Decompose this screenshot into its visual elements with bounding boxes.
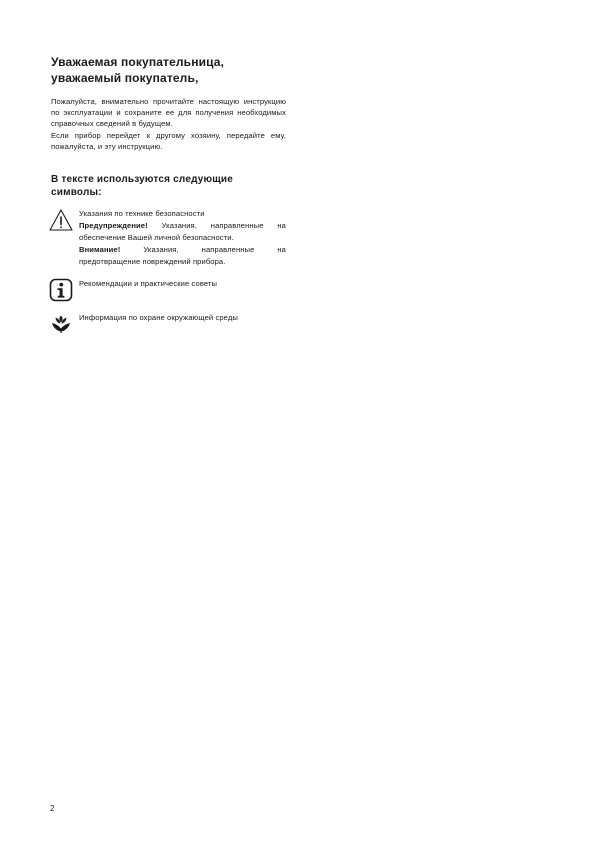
attention-note (79, 244, 286, 268)
attention-label: Внимание! (79, 245, 121, 254)
symbols-section-title (51, 173, 291, 199)
greeting-heading (51, 54, 301, 86)
environment-text: Информация по охране окружающей среды (79, 313, 238, 322)
warning-symbol-text (79, 208, 286, 268)
info-icon (49, 278, 73, 302)
intro-paragraph-2: Если прибор перейдет к другому хозяину, передайте ему, пожалуйста, и эту инструкцию. (51, 130, 286, 151)
symbol-row-info (49, 278, 289, 302)
greeting-line-1: Уважаемая покупательница, (51, 55, 225, 69)
warning-triangle-icon (49, 208, 73, 232)
symbol-row-warning (49, 208, 289, 272)
greeting-line-2: уважаемый покупатель, (51, 71, 199, 85)
environment-flower-icon (49, 312, 73, 336)
symbols-title-line-1: В тексте используются следующие (51, 174, 234, 185)
warning-heading: Указания по технике безопасности (79, 209, 205, 218)
symbols-title-line-2: символы: (51, 187, 102, 198)
page-number: 2 (50, 804, 55, 813)
caution-label: Предупреждение! (79, 221, 148, 230)
caution-text: Указания, направленные на обеспечение Вашей личной безопасности. (79, 221, 286, 242)
attention-text: Указания, направленные на предотвращение повреждений прибора. (79, 245, 286, 266)
info-text: Рекомендации и практические советы (79, 279, 218, 288)
info-symbol-text (79, 278, 286, 290)
symbol-row-environment (49, 312, 289, 336)
environment-symbol-text (79, 312, 286, 324)
intro-paragraph-1: Пожалуйста, внимательно прочитайте настоящую инструкцию по эксплуатации и сохраните ее для получения необходимых справочных сведений в будущем. (51, 97, 286, 129)
caution-note (79, 220, 286, 244)
intro-text (51, 96, 286, 152)
